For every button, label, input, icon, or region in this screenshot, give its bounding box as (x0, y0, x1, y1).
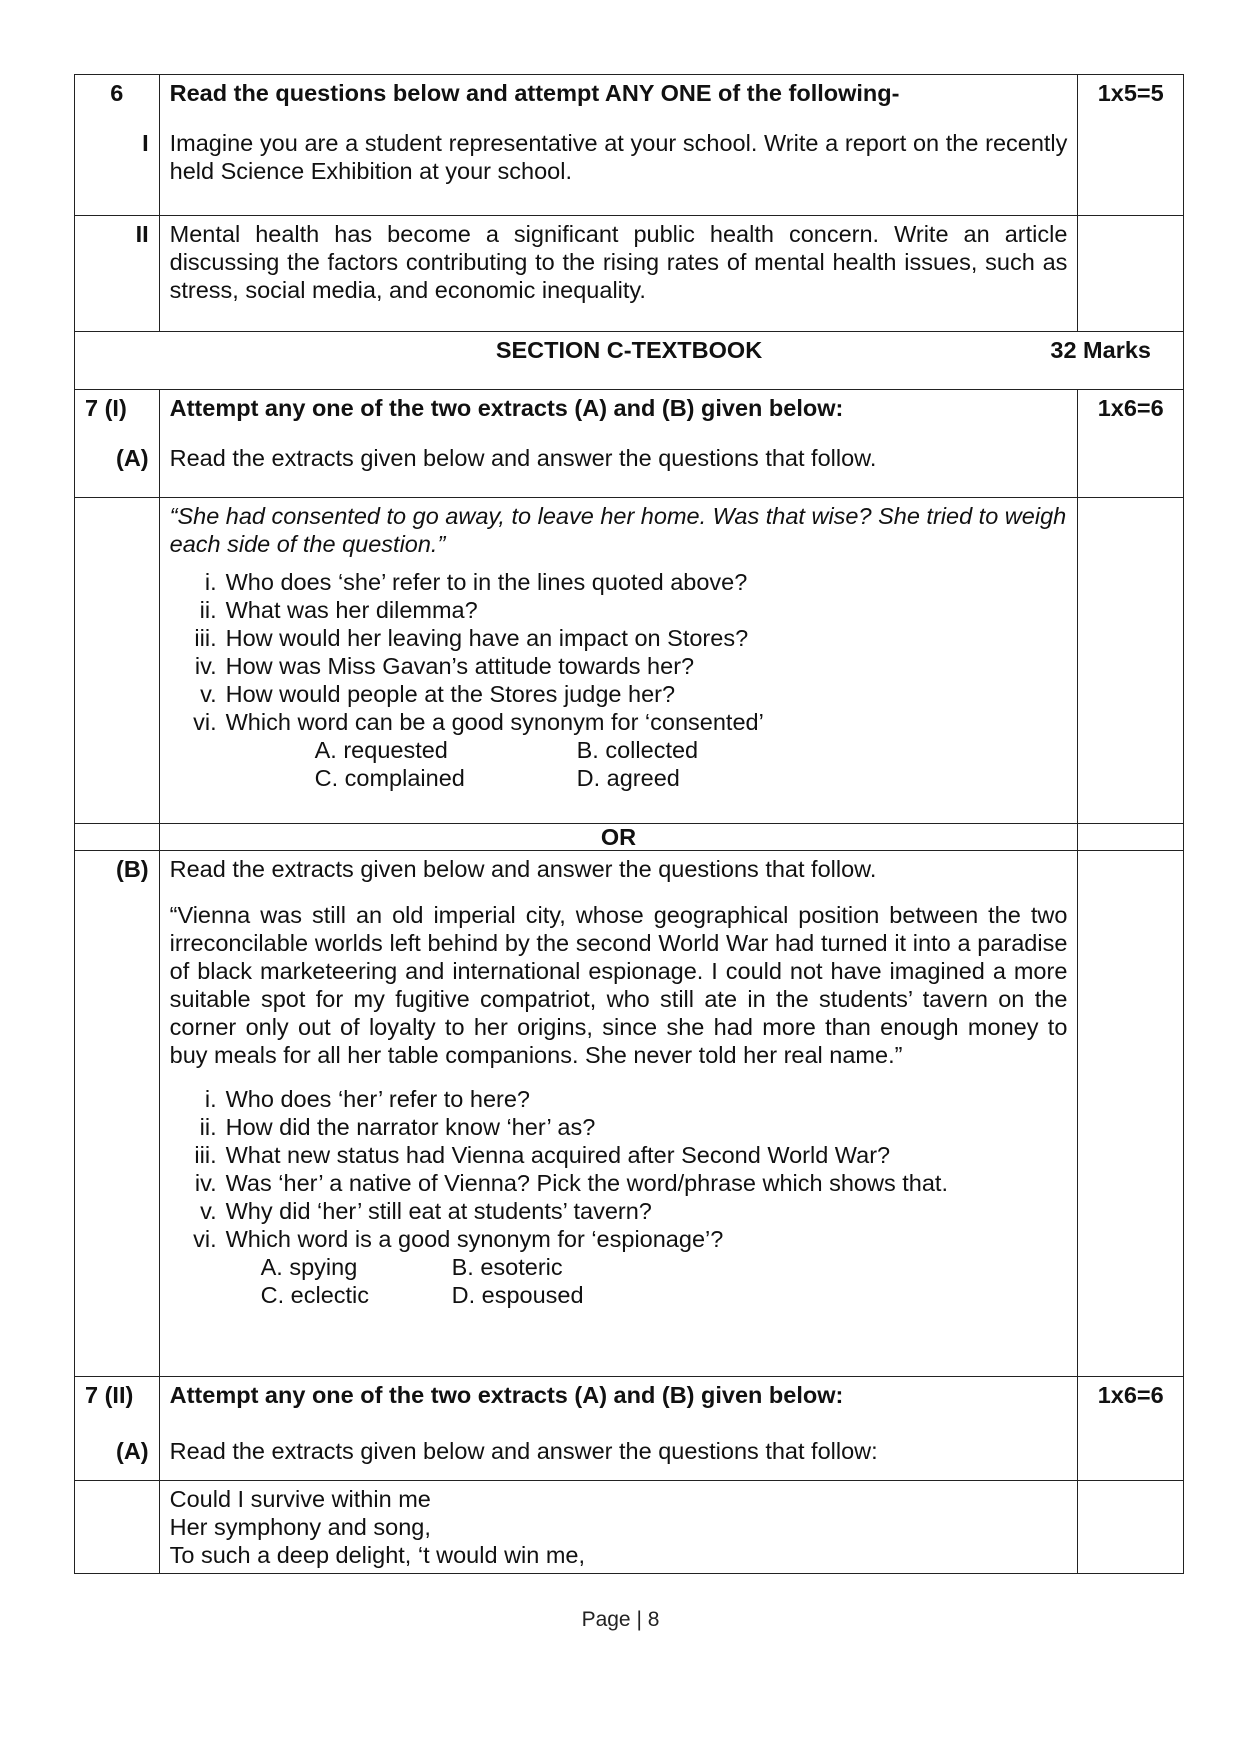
q7i-a-label: (A) (116, 445, 149, 471)
q7i-a-extract: “She had consented to go away, to leave her home. Was that wise? She tried to weigh each side of the question.” (169, 503, 1067, 557)
q7ii-a-intro: Read the extracts given below and answer the questions that follow: (169, 1438, 878, 1464)
choice-option: A. spying (260, 1254, 358, 1280)
poem-line: To such a deep delight, ‘t would win me, (169, 1542, 586, 1568)
q7i-b-label: (B) (75, 851, 160, 1377)
q6-row-2 (75, 216, 1184, 332)
q7i-b-questions (170, 1085, 1068, 1253)
question-item: iii. How would her leaving have an impact on Stores? (194, 625, 749, 651)
section-c-row (75, 332, 1184, 390)
q7i-a-questions (170, 568, 1068, 736)
q6-option-1-label: I (142, 130, 149, 156)
q7i-instruction: Attempt any one of the two extracts (A) and (B) given below: (169, 395, 844, 421)
q7i-a-choices (315, 736, 1068, 792)
q7ii-number: 7 (II) (85, 1382, 134, 1408)
choice-option: C. complained (314, 765, 465, 791)
q7ii-a-label: (A) (116, 1438, 149, 1464)
page-number: Page | 8 (581, 1608, 660, 1631)
q7ii-a-poem-row (75, 1481, 1184, 1574)
section-c-title: SECTION C-TEXTBOOK (495, 337, 763, 363)
q6-marks: 1x5=5 (1078, 75, 1184, 216)
q7i-number: 7 (I) (85, 395, 127, 421)
question-item: i. Who does ‘she’ refer to in the lines quoted above? (204, 569, 748, 595)
question-item: vi. Which word is a good synonym for ‘espionage’? (193, 1226, 724, 1252)
q7i-marks: 1x6=6 (1078, 390, 1184, 498)
choice-option: A. requested (314, 737, 448, 763)
poem-line: Could I survive within me (169, 1486, 431, 1512)
q7ii-marks: 1x6=6 (1078, 1377, 1184, 1481)
question-item: iv. Was ‘her’ a native of Vienna? Pick the word/phrase which shows that. (194, 1170, 948, 1196)
q6-number-cell (75, 75, 160, 216)
q7ii-header-row (75, 1377, 1184, 1481)
section-c-marks: 32 Marks (1050, 337, 1151, 363)
choice-option: D. espoused (451, 1282, 584, 1308)
or-label: OR (159, 824, 1078, 851)
q6-number: 6 (110, 80, 124, 106)
question-item: ii. What was her dilemma? (199, 597, 478, 623)
q7i-b-choices (261, 1253, 1068, 1309)
q6-option-2-text: Mental health has become a significant public health concern. Write an article discussing the factors contributing to the rising rates of mental health issues, such as stress, social media, and economic inequality. (159, 216, 1078, 332)
choice-option: D. agreed (576, 765, 680, 791)
q7i-a-intro: Read the extracts given below and answer the questions that follow. (169, 445, 877, 471)
question-item: v. How would people at the Stores judge her? (200, 681, 676, 707)
question-item: i. Who does ‘her’ refer to here? (204, 1086, 530, 1112)
q7i-a-extract-row (75, 498, 1184, 824)
q6-option-1-text: Imagine you are a student representative at your school. Write a report on the recently held Science Exhibition at your school. (169, 130, 1068, 184)
question-item: iii. What new status had Vienna acquired after Second World War? (194, 1142, 891, 1168)
q7i-b-row (75, 851, 1184, 1377)
or-row (75, 824, 1184, 851)
question-item: ii. How did the narrator know ‘her’ as? (199, 1114, 596, 1140)
question-paper-table (74, 74, 1184, 1574)
q6-option-2-label: II (75, 216, 160, 332)
q6-instruction: Read the questions below and attempt ANY ONE of the following- (169, 80, 900, 106)
q6-content-cell (159, 75, 1078, 216)
poem-line: Her symphony and song, (169, 1514, 431, 1540)
choice-option: C. eclectic (260, 1282, 370, 1308)
q7i-b-intro: Read the extracts given below and answer the questions that follow. (169, 856, 877, 882)
choice-option: B. collected (576, 737, 699, 763)
choice-option: B. esoteric (451, 1254, 563, 1280)
q7i-b-extract: “Vienna was still an old imperial city, whose geographical position between the two irreconcilable worlds left behind by the second World War had turned it into a paradise of black marketeering and international espionage. I could not have imagined a more suitable spot for my fugitive compatriot, who still ate in the students’ tavern on the corner only out of loyalty to her origins, since she had more than enough money to buy meals for all her table companions. She never told her real name.” (169, 902, 1068, 1068)
q6-row-1 (75, 75, 1184, 216)
q7i-header-row (75, 390, 1184, 498)
question-item: vi. Which word can be a good synonym for ‘consented’ (193, 709, 764, 735)
q7ii-instruction: Attempt any one of the two extracts (A) and (B) given below: (169, 1382, 844, 1408)
question-item: iv. How was Miss Gavan’s attitude towards her? (194, 653, 695, 679)
question-item: v. Why did ‘her’ still eat at students’ tavern? (200, 1198, 652, 1224)
